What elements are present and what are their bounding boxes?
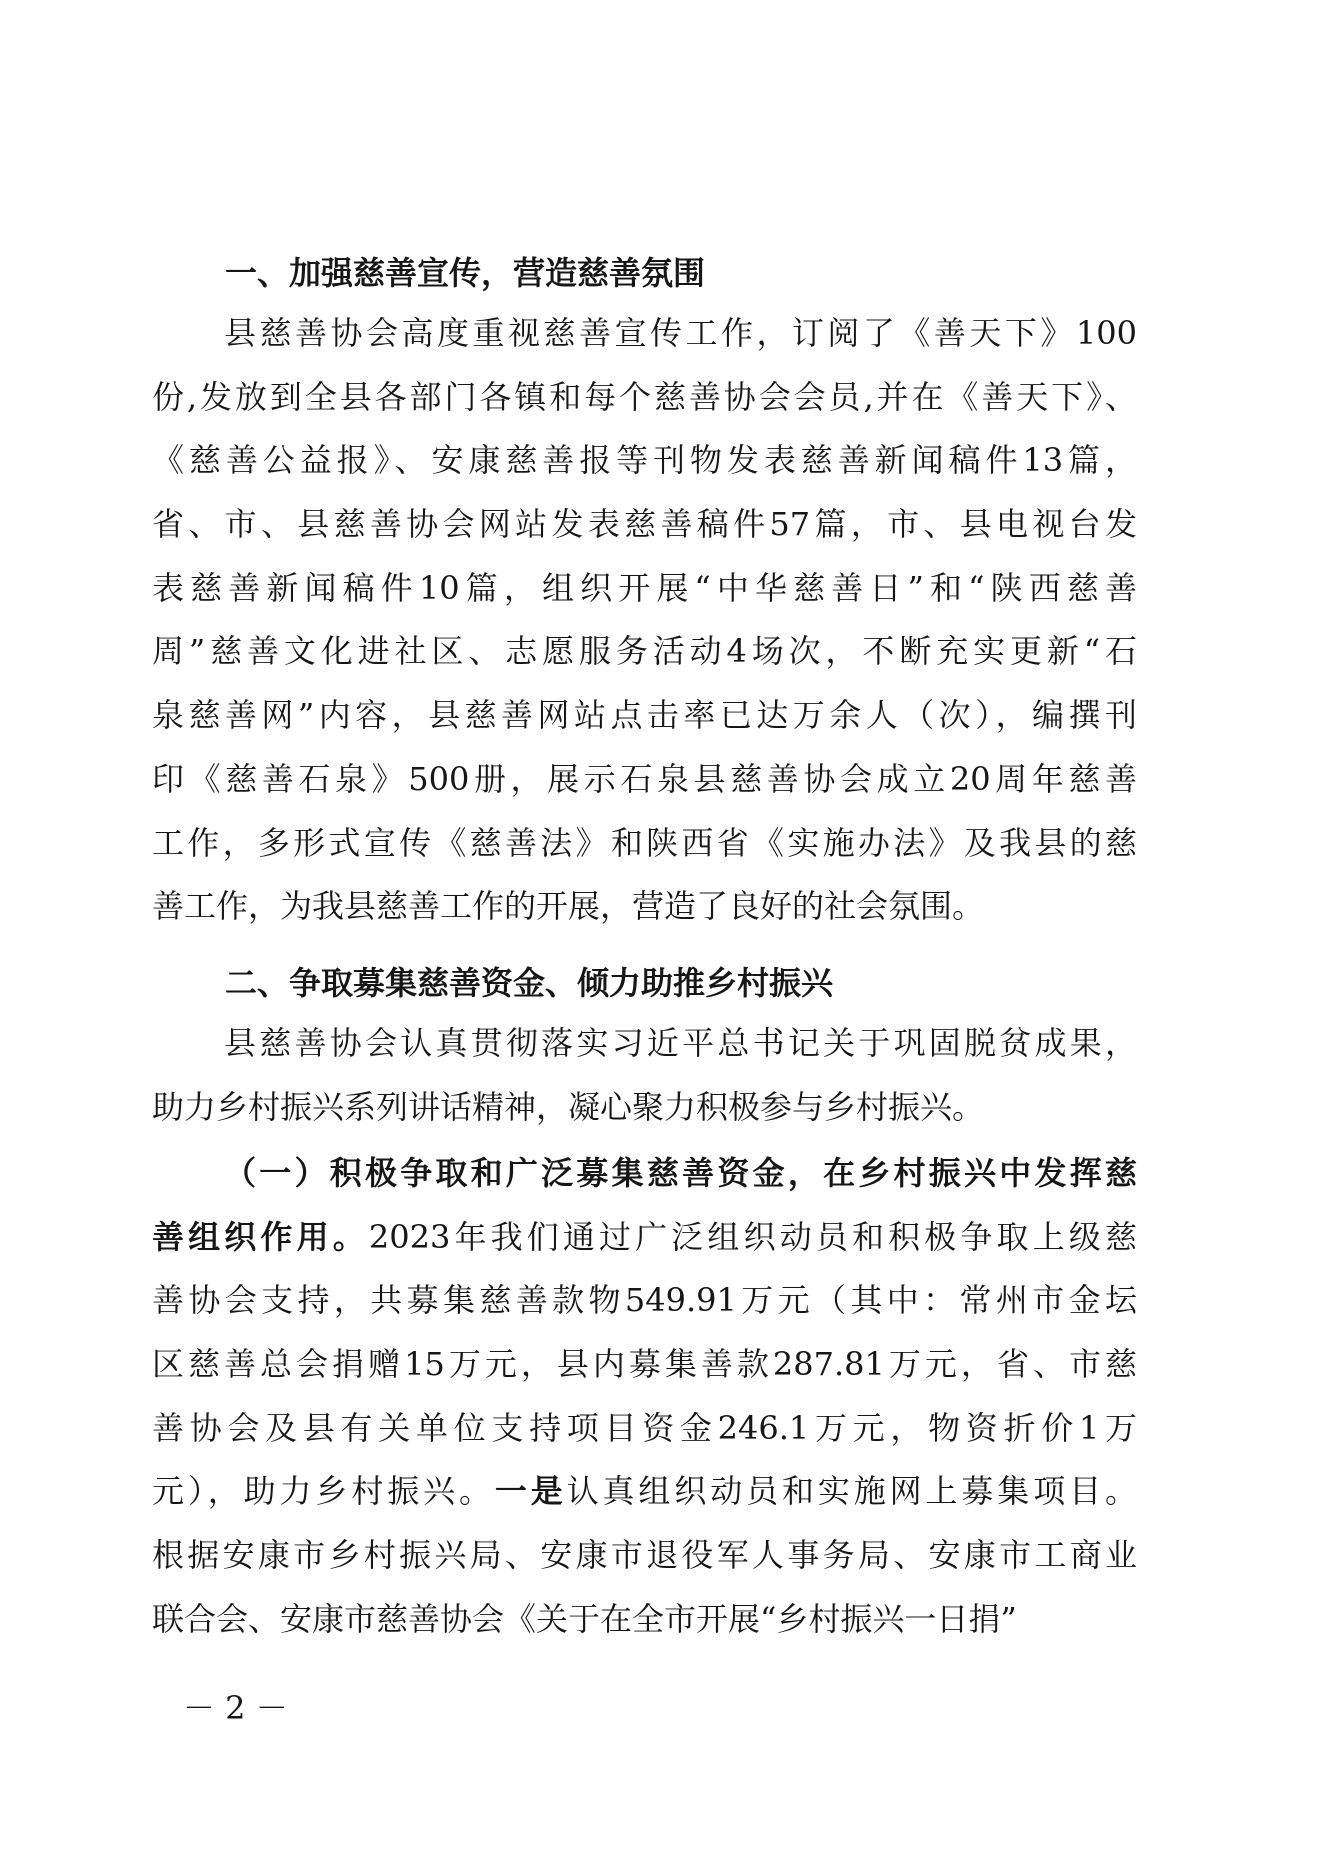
paragraph-fundraising-details [152,1142,1137,1652]
text-line [152,1588,1137,1652]
text-line [152,1206,1137,1270]
text-run: 泉慈善网”内容，县慈善网站点击率已达万余人（次），编撰刊 [152,696,1137,735]
text-line [152,875,1137,939]
text-line [152,557,1137,621]
bold-text-run: （一）积极争取和广泛募集慈善资金，在乡村振兴中发挥慈 [224,1154,1137,1192]
section-heading-fundraising: 二、争取募集慈善资金、倾力助推乡村振兴 [225,964,834,1002]
text-run: 根据安康市乡村振兴局、安康市退役军人事务局、安康市工商业 [152,1536,1137,1575]
text-run: 善协会及县有关单位支持项目资金246.1万元，物资折价1万 [152,1408,1137,1447]
text-line [152,1012,1137,1076]
text-line [152,1460,1137,1524]
text-line [152,1333,1137,1397]
text-run: 县慈善协会认真贯彻落实习近平总书记关于巩固脱贫成果， [224,1024,1137,1062]
text-line [152,812,1137,876]
text-run: 县慈善协会高度重视慈善宣传工作，订阅了《善天下》100 [224,314,1137,352]
text-run: 认真组织动员和实施网上募集项目。 [566,1472,1137,1511]
text-run: 区慈善总会捐赠15万元，县内募集善款287.81万元，省、市慈 [152,1345,1137,1384]
text-run: 周”慈善文化进社区、志愿服务活动4场次，不断充实更新“石 [152,632,1137,671]
text-run: 《慈善公益报》、安康慈善报等刊物发表慈善新闻稿件13篇， [152,441,1137,480]
text-line [152,1524,1137,1588]
text-line [152,302,1137,366]
text-line [152,429,1137,493]
text-line [152,1076,1137,1140]
bold-text-run: 一是 [494,1472,567,1511]
text-run: 省、市、县慈善协会网站发表慈善稿件57篇，市、县电视台发 [152,505,1137,544]
text-run: 善协会支持，共募集慈善款物549.91万元（其中：常州市金坛 [152,1281,1137,1320]
text-run: 印《慈善石泉》500册，展示石泉县慈善协会成立20周年慈善 [152,759,1137,798]
text-run: 善工作，为我县慈善工作的开展，营造了良好的社会氛围。 [152,887,985,926]
section-heading-publicity: 一、加强慈善宣传，营造慈善氛围 [225,254,706,292]
text-run: 2023年我们通过广泛组织动员和积极争取上级慈 [368,1217,1137,1256]
bold-text-run: 善组织作用。 [152,1217,369,1256]
text-line [152,684,1137,748]
page-number: － 2 － [183,1689,288,1727]
text-run: 联合会、安康市慈善协会《关于在全市开展“乡村振兴一日捐” [152,1599,1017,1638]
paragraph-rural-revitalization [152,1012,1137,1139]
text-line [152,1269,1137,1333]
paragraph-publicity [152,302,1137,939]
text-run: 元），助力乡村振兴。 [152,1472,495,1511]
text-run: 表慈善新闻稿件10篇，组织开展“中华慈善日”和“陕西慈善 [152,568,1137,607]
text-run: 工作，多形式宣传《慈善法》和陕西省《实施办法》及我县的慈 [152,823,1137,862]
text-run: 份,发放到全县各部门各镇和每个慈善协会会员,并在《善天下》、 [152,377,1137,416]
text-line [152,1142,1137,1206]
text-line [152,366,1137,430]
text-line [152,748,1137,812]
text-run: 助力乡村振兴系列讲话精神，凝心聚力积极参与乡村振兴。 [152,1087,985,1126]
text-line [152,493,1137,557]
text-line [152,620,1137,684]
text-line [152,1397,1137,1461]
